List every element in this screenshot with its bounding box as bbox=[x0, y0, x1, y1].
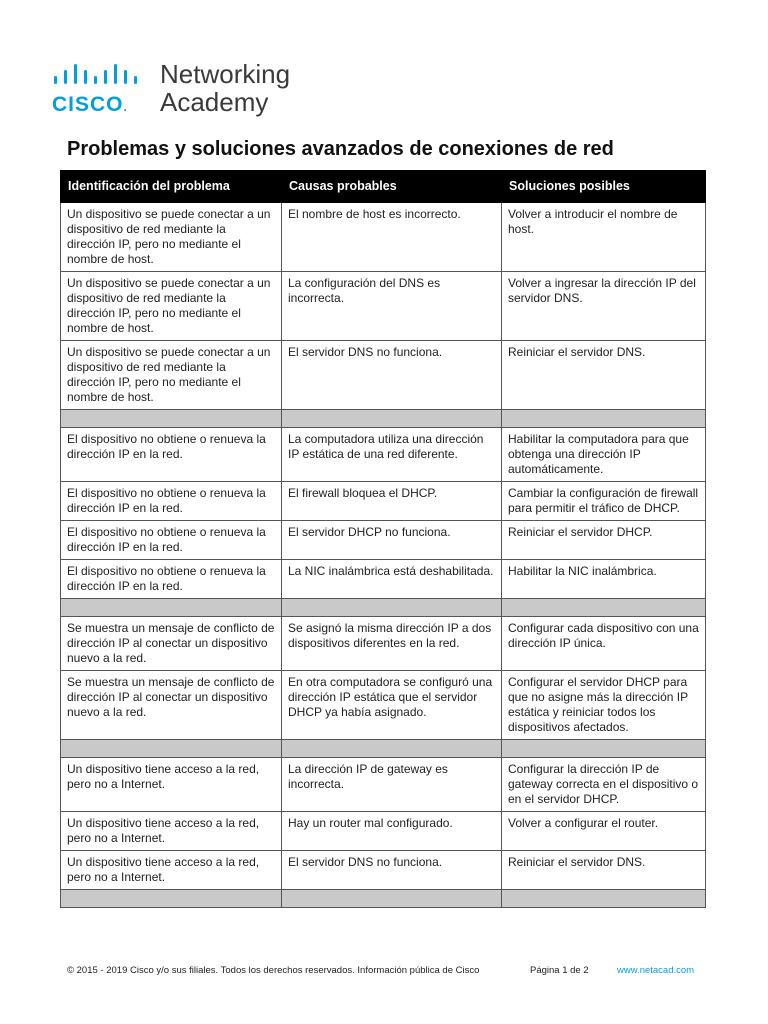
cell-cause: El servidor DNS no funciona. bbox=[282, 341, 502, 410]
table-row bbox=[61, 341, 706, 410]
cell-solution: Reiniciar el servidor DNS. bbox=[502, 341, 706, 410]
cell-solution: Volver a introducir el nombre de host. bbox=[502, 203, 706, 272]
cell-cause: El servidor DHCP no funciona. bbox=[282, 521, 502, 560]
cisco-networking-academy-logo bbox=[52, 58, 312, 120]
cell-problem: Un dispositivo tiene acceso a la red, pero no a Internet. bbox=[61, 758, 282, 812]
cell-cause: La configuración del DNS es incorrecta. bbox=[282, 272, 502, 341]
cell-cause bbox=[282, 599, 502, 617]
footer-url-link[interactable]: www.netacad.com bbox=[617, 965, 695, 976]
footer-copyright: © 2015 - 2019 Cisco y/o sus filiales. Todos los derechos reservados. Información pública de Cisco bbox=[67, 965, 480, 976]
table-row bbox=[61, 521, 706, 560]
cell-problem bbox=[61, 740, 282, 758]
cell-solution: Habilitar la NIC inalámbrica. bbox=[502, 560, 706, 599]
table-row bbox=[61, 560, 706, 599]
cisco-bars-icon bbox=[52, 63, 148, 87]
cell-solution: Cambiar la configuración de firewall para permitir el tráfico de DHCP. bbox=[502, 482, 706, 521]
cell-problem: Un dispositivo se puede conectar a un dispositivo de red mediante la dirección IP, pero no mediante el nombre de host. bbox=[61, 272, 282, 341]
cell-solution bbox=[502, 599, 706, 617]
cell-solution: Volver a configurar el router. bbox=[502, 812, 706, 851]
cell-cause: El firewall bloquea el DHCP. bbox=[282, 482, 502, 521]
cell-solution bbox=[502, 410, 706, 428]
cell-problem: El dispositivo no obtiene o renueva la dirección IP en la red. bbox=[61, 428, 282, 482]
cell-cause bbox=[282, 740, 502, 758]
cell-problem: Un dispositivo se puede conectar a un dispositivo de red mediante la dirección IP, pero no mediante el nombre de host. bbox=[61, 203, 282, 272]
cell-solution bbox=[502, 890, 706, 908]
cell-problem bbox=[61, 890, 282, 908]
cell-solution: Configurar cada dispositivo con una dirección IP única. bbox=[502, 617, 706, 671]
table-row bbox=[61, 203, 706, 272]
table-row bbox=[61, 617, 706, 671]
cell-problem: Un dispositivo tiene acceso a la red, pero no a Internet. bbox=[61, 812, 282, 851]
cell-problem: El dispositivo no obtiene o renueva la dirección IP en la red. bbox=[61, 521, 282, 560]
cell-problem bbox=[61, 410, 282, 428]
table-separator-row bbox=[61, 599, 706, 617]
cell-solution: Reiniciar el servidor DHCP. bbox=[502, 521, 706, 560]
table-row bbox=[61, 671, 706, 740]
column-header-problem: Identificación del problema bbox=[61, 171, 282, 203]
cell-solution: Configurar el servidor DHCP para que no asigne más la dirección IP estática y reiniciar todos los dispositivos afectados. bbox=[502, 671, 706, 740]
cell-cause: El nombre de host es incorrecto. bbox=[282, 203, 502, 272]
cell-problem: Un dispositivo se puede conectar a un dispositivo de red mediante la dirección IP, pero no mediante el nombre de host. bbox=[61, 341, 282, 410]
cell-solution: Habilitar la computadora para que obtenga una dirección IP automáticamente. bbox=[502, 428, 706, 482]
cell-cause: La dirección IP de gateway es incorrecta. bbox=[282, 758, 502, 812]
logo-academy-text: Academy bbox=[160, 87, 269, 117]
cell-cause: La computadora utiliza una dirección IP estática de una red diferente. bbox=[282, 428, 502, 482]
cell-cause bbox=[282, 410, 502, 428]
cell-problem: Un dispositivo tiene acceso a la red, pero no a Internet. bbox=[61, 851, 282, 890]
cell-cause: En otra computadora se configuró una dirección IP estática que el servidor DHCP ya había asignado. bbox=[282, 671, 502, 740]
table-body bbox=[61, 203, 706, 908]
table-row bbox=[61, 851, 706, 890]
cell-solution: Configurar la dirección IP de gateway correcta en el dispositivo o en el servidor DHCP. bbox=[502, 758, 706, 812]
cell-cause bbox=[282, 890, 502, 908]
cell-cause: El servidor DNS no funciona. bbox=[282, 851, 502, 890]
column-header-solutions: Soluciones posibles bbox=[502, 171, 706, 203]
document-title: Problemas y soluciones avanzados de conexiones de red bbox=[67, 138, 614, 160]
table-row bbox=[61, 758, 706, 812]
table-separator-row bbox=[61, 410, 706, 428]
cell-cause: Hay un router mal configurado. bbox=[282, 812, 502, 851]
table-header bbox=[61, 171, 706, 203]
cell-problem: El dispositivo no obtiene o renueva la dirección IP en la red. bbox=[61, 560, 282, 599]
cisco-wordmark: CISCO. bbox=[52, 93, 128, 116]
table-separator-row bbox=[61, 890, 706, 908]
cell-problem: Se muestra un mensaje de conflicto de dirección IP al conectar un dispositivo nuevo a la red. bbox=[61, 617, 282, 671]
cell-problem: El dispositivo no obtiene o renueva la dirección IP en la red. bbox=[61, 482, 282, 521]
footer-page-number: Página 1 de 2 bbox=[530, 965, 589, 976]
cell-cause: Se asignó la misma dirección IP a dos dispositivos diferentes en la red. bbox=[282, 617, 502, 671]
column-header-causes: Causas probables bbox=[282, 171, 502, 203]
table-row bbox=[61, 812, 706, 851]
table-separator-row bbox=[61, 740, 706, 758]
cell-solution: Volver a ingresar la dirección IP del servidor DNS. bbox=[502, 272, 706, 341]
cell-cause: La NIC inalámbrica está deshabilitada. bbox=[282, 560, 502, 599]
cell-problem bbox=[61, 599, 282, 617]
logo-networking-text: Networking bbox=[160, 59, 291, 89]
table-row bbox=[61, 482, 706, 521]
cell-problem: Se muestra un mensaje de conflicto de dirección IP al conectar un dispositivo nuevo a la red. bbox=[61, 671, 282, 740]
cell-solution bbox=[502, 740, 706, 758]
troubleshooting-table bbox=[60, 170, 706, 908]
table-row bbox=[61, 272, 706, 341]
table-row bbox=[61, 428, 706, 482]
cell-solution: Reiniciar el servidor DNS. bbox=[502, 851, 706, 890]
